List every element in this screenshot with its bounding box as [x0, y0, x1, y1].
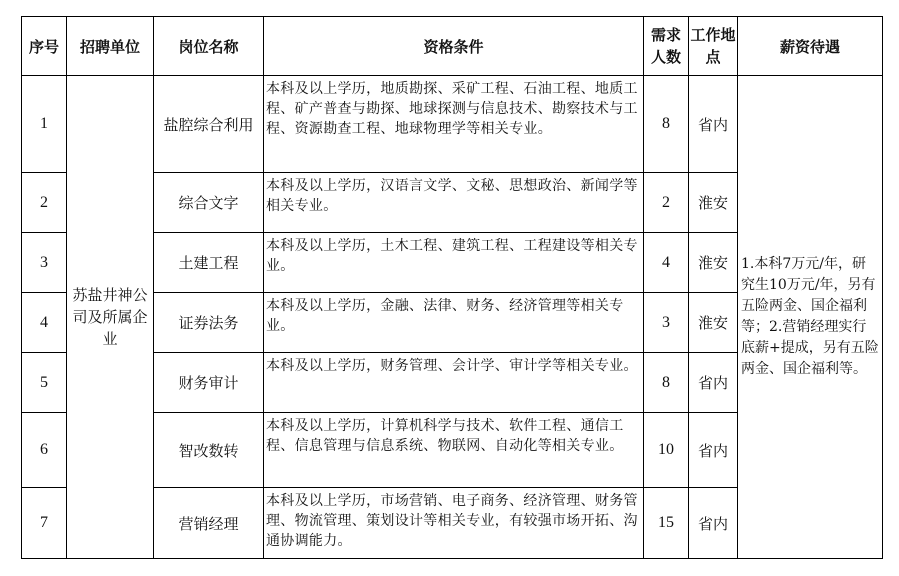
header-count: 需求人数 [644, 17, 689, 76]
row-qualification: 本科及以上学历，市场营销、电子商务、经济管理、财务管理、物流管理、策划设计等相关专业，有较强市场开拓、沟通协调能力。 [264, 488, 644, 559]
row-position: 盐腔综合利用 [154, 76, 264, 173]
salary-text: 1.本科7万元/年，研究生10万元/年，另有五险两金、国企福利等；2.营销经理实行底薪+提成，另有五险两金、国企福利等。 [738, 76, 883, 559]
row-position: 证券法务 [154, 293, 264, 353]
row-location: 淮安 [689, 293, 738, 353]
recruitment-table [21, 16, 883, 559]
row-location: 省内 [689, 488, 738, 559]
row-seq: 4 [22, 293, 67, 353]
row-qualification: 本科及以上学历，汉语言文学、文秘、思想政治、新闻学等相关专业。 [264, 173, 644, 233]
row-count: 3 [644, 293, 689, 353]
row-position: 土建工程 [154, 233, 264, 293]
row-qualification: 本科及以上学历，计算机科学与技术、软件工程、通信工程、信息管理与信息系统、物联网、自动化等相关专业。 [264, 413, 644, 488]
row-seq: 5 [22, 353, 67, 413]
header-qualification: 资格条件 [264, 17, 644, 76]
row-qualification: 本科及以上学历，土木工程、建筑工程、工程建设等相关专业。 [264, 233, 644, 293]
row-qualification: 本科及以上学历，地质勘探、采矿工程、石油工程、地质工程、矿产普查与勘探、地球探测与信息技术、勘察技术与工程、资源勘查工程、地球物理学等相关专业。 [264, 76, 644, 173]
row-position: 财务审计 [154, 353, 264, 413]
row-count: 2 [644, 173, 689, 233]
row-count: 8 [644, 353, 689, 413]
unit-name: 苏盐井神公司及所属企业 [67, 76, 154, 559]
row-seq: 3 [22, 233, 67, 293]
header-seq: 序号 [22, 17, 67, 76]
header-salary: 薪资待遇 [738, 17, 883, 76]
header-unit: 招聘单位 [67, 17, 154, 76]
row-location: 淮安 [689, 233, 738, 293]
row-seq: 1 [22, 76, 67, 173]
row-location: 省内 [689, 413, 738, 488]
row-location: 省内 [689, 76, 738, 173]
row-position: 综合文字 [154, 173, 264, 233]
row-position: 智改数转 [154, 413, 264, 488]
row-count: 10 [644, 413, 689, 488]
row-seq: 6 [22, 413, 67, 488]
header-position: 岗位名称 [154, 17, 264, 76]
row-count: 4 [644, 233, 689, 293]
table-row [22, 76, 883, 173]
row-count: 8 [644, 76, 689, 173]
header-row [22, 17, 883, 76]
row-qualification: 本科及以上学历，财务管理、会计学、审计学等相关专业。 [264, 353, 644, 413]
row-seq: 2 [22, 173, 67, 233]
row-location: 淮安 [689, 173, 738, 233]
header-location: 工作地点 [689, 17, 738, 76]
row-count: 15 [644, 488, 689, 559]
row-position: 营销经理 [154, 488, 264, 559]
row-seq: 7 [22, 488, 67, 559]
row-location: 省内 [689, 353, 738, 413]
row-qualification: 本科及以上学历，金融、法律、财务、经济管理等相关专业。 [264, 293, 644, 353]
